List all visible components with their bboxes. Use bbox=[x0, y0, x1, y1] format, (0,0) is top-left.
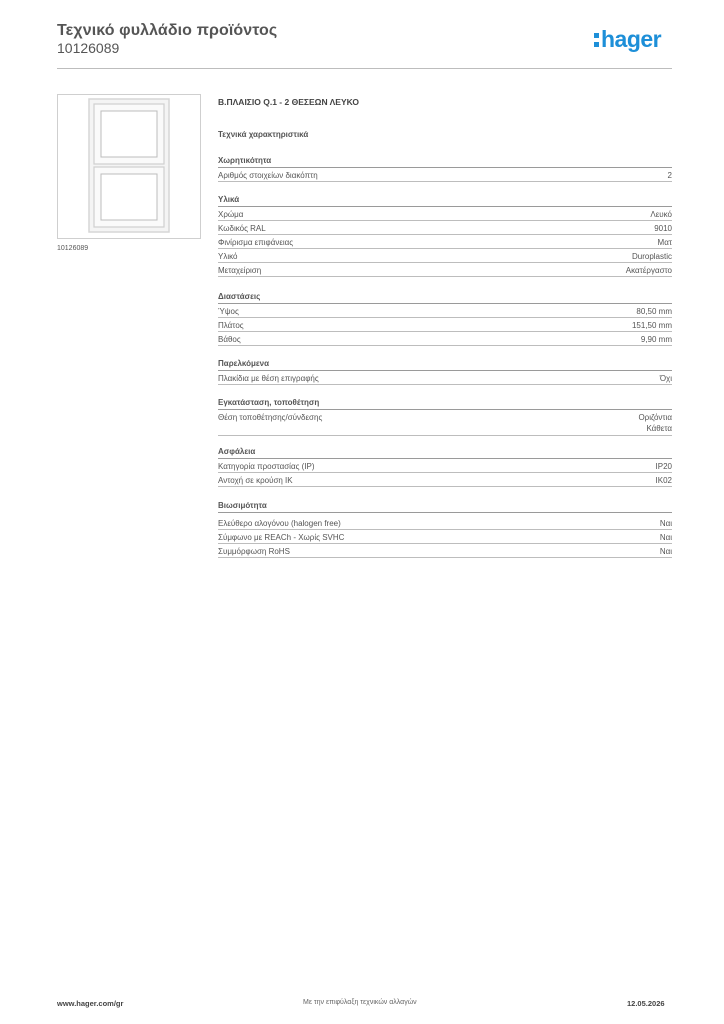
section-capacity bbox=[218, 156, 672, 182]
spec-row bbox=[218, 235, 672, 249]
footer-website[interactable]: www.hager.com/gr bbox=[57, 999, 124, 1008]
section-dimensions bbox=[218, 292, 672, 346]
spec-row bbox=[218, 410, 672, 436]
features-heading: Τεχνικά χαρακτηριστικά bbox=[218, 130, 309, 139]
spec-label: Κωδικός RAL bbox=[218, 224, 266, 233]
section-title: Βιωσιμότητα bbox=[218, 501, 672, 513]
spec-label: Κατηγορία προστασίας (IP) bbox=[218, 462, 315, 471]
spec-row bbox=[218, 371, 672, 385]
section-sustainability bbox=[218, 501, 672, 558]
hager-logo: hager bbox=[594, 28, 661, 51]
spec-value: Όχι bbox=[659, 374, 672, 383]
spec-value: Ακατέργαστο bbox=[625, 266, 672, 275]
page-title: Τεχνικό φυλλάδιο προϊόντος bbox=[57, 22, 278, 39]
spec-row bbox=[218, 318, 672, 332]
image-caption: 10126089 bbox=[57, 245, 89, 252]
product-image bbox=[57, 94, 201, 239]
spec-value: Οριζόντια bbox=[638, 413, 672, 422]
spec-value: 2 bbox=[667, 171, 672, 180]
spec-value: Κάθετα bbox=[646, 424, 672, 433]
spec-value: Duroplastic bbox=[631, 252, 672, 261]
spec-row bbox=[218, 544, 672, 558]
product-code: 10126089 bbox=[57, 40, 120, 56]
spec-value: Λευκό bbox=[650, 210, 672, 219]
spec-label: Αριθμός στοιχείων διακόπτη bbox=[218, 171, 318, 180]
spec-value: 151,50 mm bbox=[631, 321, 672, 330]
spec-label: Συμμόρφωση RoHS bbox=[218, 547, 290, 556]
spec-row bbox=[218, 459, 672, 473]
section-title: Διαστάσεις bbox=[218, 292, 672, 304]
section-title: Ασφάλεια bbox=[218, 447, 672, 459]
spec-label: Πλάτος bbox=[218, 321, 244, 330]
section-safety bbox=[218, 447, 672, 487]
spec-row bbox=[218, 263, 672, 277]
spec-value: Ματ bbox=[657, 238, 672, 247]
spec-label: Φινίρισμα επιφάνειας bbox=[218, 238, 294, 247]
frame-image-icon bbox=[88, 98, 170, 233]
footer-date: 12.05.2026 bbox=[627, 999, 665, 1008]
spec-row bbox=[218, 332, 672, 346]
spec-row bbox=[218, 530, 672, 544]
footer-note: Με την επιφύλαξη τεχνικών αλλαγών bbox=[303, 999, 417, 1006]
spec-row bbox=[218, 473, 672, 487]
spec-value: Ναι bbox=[659, 519, 672, 528]
spec-row bbox=[218, 516, 672, 530]
section-title: Εγκατάσταση, τοποθέτηση bbox=[218, 398, 672, 410]
spec-row bbox=[218, 304, 672, 318]
spec-value: Ναι bbox=[659, 547, 672, 556]
spec-label: Σύμφωνο με REACh - Χωρίς SVHC bbox=[218, 533, 345, 542]
section-title: Υλικά bbox=[218, 195, 672, 207]
section-accessories bbox=[218, 359, 672, 385]
spec-label: Βάθος bbox=[218, 335, 241, 344]
spec-value: Ναι bbox=[659, 533, 672, 542]
product-name: Β.ΠΛΑΙΣΙΟ Q.1 - 2 ΘΕΣΕΩΝ ΛΕΥΚΟ bbox=[218, 97, 360, 107]
spec-label: Χρώμα bbox=[218, 210, 244, 219]
section-installation bbox=[218, 398, 672, 436]
spec-value: IP20 bbox=[655, 462, 672, 471]
section-title: Παρελκόμενα bbox=[218, 359, 672, 371]
spec-row bbox=[218, 207, 672, 221]
spec-label: Θέση τοποθέτησης/σύνδεσης bbox=[218, 413, 323, 422]
spec-row bbox=[218, 221, 672, 235]
spec-label: Μεταχείριση bbox=[218, 266, 262, 275]
spec-label: Ελεύθερο αλογόνου (halogen free) bbox=[218, 519, 341, 528]
spec-label: Αντοχή σε κρούση IK bbox=[218, 476, 293, 485]
spec-row bbox=[218, 168, 672, 182]
section-title: Χωρητικότητα bbox=[218, 156, 672, 168]
section-materials bbox=[218, 195, 672, 277]
spec-value: 9,90 mm bbox=[640, 335, 672, 344]
spec-value: IK02 bbox=[655, 476, 672, 485]
spec-label: Υλικό bbox=[218, 252, 238, 261]
header-divider bbox=[57, 68, 672, 69]
spec-row bbox=[218, 249, 672, 263]
spec-label: Ύψος bbox=[218, 307, 239, 316]
spec-label: Πλακίδια με θέση επιγραφής bbox=[218, 374, 319, 383]
spec-value: 80,50 mm bbox=[636, 307, 672, 316]
spec-value: 9010 bbox=[654, 224, 672, 233]
